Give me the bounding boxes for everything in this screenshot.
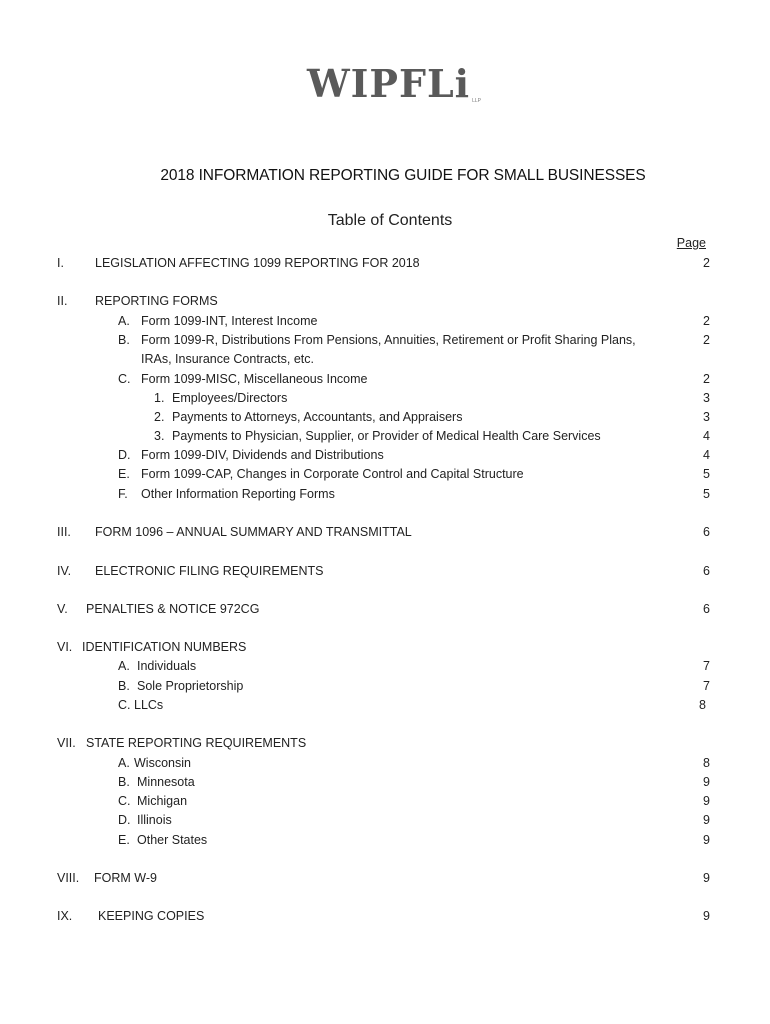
toc-entry-number: 2. xyxy=(154,410,165,424)
toc-entry-subsection xyxy=(0,485,770,503)
toc-entry-section-9 xyxy=(0,907,770,925)
toc-entry-title: Individuals xyxy=(137,659,197,673)
toc-entry-subsection xyxy=(0,792,770,810)
toc-entry-section-8 xyxy=(0,869,770,887)
toc-entry-title: ELECTRONIC FILING REQUIREMENTS xyxy=(95,564,324,578)
toc-entry-section-3 xyxy=(0,523,770,541)
toc-entry-title: Other Information Reporting Forms xyxy=(141,487,335,501)
toc-entry-page: 6 xyxy=(703,564,710,578)
toc-entry-page: 9 xyxy=(703,909,710,923)
toc-entry-item xyxy=(0,427,770,445)
toc-entry-section-2 xyxy=(0,292,770,310)
toc-entry-page: 9 xyxy=(703,833,710,847)
toc-entry-title: Illinois xyxy=(137,813,172,827)
toc-heading: Table of Contents xyxy=(327,212,453,229)
toc-entry-title: IRAs, Insurance Contracts, etc. xyxy=(141,352,314,366)
toc-entry-subsection xyxy=(0,331,770,349)
toc-entry-title: PENALTIES & NOTICE 972CG xyxy=(86,602,260,616)
toc-entry-number: B. xyxy=(118,679,130,693)
toc-entry-page: 2 xyxy=(703,314,710,328)
toc-entry-number: VI. xyxy=(57,640,73,654)
toc-entry-subsection xyxy=(0,657,770,675)
toc-entry-title: LLCs xyxy=(134,698,164,712)
toc-entry-title: Form 1099-INT, Interest Income xyxy=(141,314,318,328)
toc-entry-subsection xyxy=(0,811,770,829)
toc-entry-section-4 xyxy=(0,562,770,580)
toc-entry-page: 4 xyxy=(703,448,710,462)
toc-entry-title: Form 1099-R, Distributions From Pensions, Annuities, Retirement or Profit Sharing Plans, xyxy=(141,333,636,347)
toc-entry-item xyxy=(0,408,770,426)
toc-entry-page: 8 xyxy=(699,698,706,712)
toc-entry-page: 2 xyxy=(703,333,710,347)
toc-entry-number: D. xyxy=(118,813,131,827)
toc-entry-title: REPORTING FORMS xyxy=(95,294,218,308)
toc-entry-number: III. xyxy=(57,525,71,539)
toc-entry-title: KEEPING COPIES xyxy=(98,909,205,923)
toc-entry-title: Payments to Physician, Supplier, or Provider of Medical Health Care Services xyxy=(172,429,601,443)
toc-entry-number: B. xyxy=(118,333,130,347)
toc-entry-page: 2 xyxy=(703,256,710,270)
document-title: 2018 INFORMATION REPORTING GUIDE FOR SMALL BUSINESSES xyxy=(160,167,646,184)
toc-entry-section-7 xyxy=(0,734,770,752)
toc-entry-number: C. xyxy=(118,794,131,808)
toc-entry-page: 2 xyxy=(703,372,710,386)
toc-entry-page: 5 xyxy=(703,467,710,481)
toc-entry-number: C. xyxy=(118,698,131,712)
toc-entry-title: Wisconsin xyxy=(134,756,191,770)
toc-entry-continuation xyxy=(0,350,770,368)
toc-entry-subsection xyxy=(0,677,770,695)
toc-entry-title: Payments to Attorneys, Accountants, and Appraisers xyxy=(172,410,463,424)
toc-entry-section-6 xyxy=(0,638,770,656)
toc-entry-page: 6 xyxy=(703,525,710,539)
toc-entry-number: VIII. xyxy=(57,871,80,885)
toc-entry-number: IX. xyxy=(57,909,73,923)
logo-llp-suffix: LLP xyxy=(472,98,482,104)
toc-entry-number: A. xyxy=(118,659,130,673)
toc-entry-page: 8 xyxy=(703,756,710,770)
toc-entry-number: E. xyxy=(118,467,130,481)
toc-entry-title: LEGISLATION AFFECTING 1099 REPORTING FOR 2018 xyxy=(95,256,420,270)
toc-entry-page: 7 xyxy=(703,659,710,673)
toc-entry-number: II. xyxy=(57,294,68,308)
toc-entry-number: V. xyxy=(57,602,68,616)
toc-entry-title: Sole Proprietorship xyxy=(137,679,244,693)
toc-entry-page: 7 xyxy=(703,679,710,693)
toc-entry-subsection xyxy=(0,773,770,791)
toc-entry-title: Employees/Directors xyxy=(172,391,288,405)
toc-entry-page: 9 xyxy=(703,813,710,827)
toc-entry-subsection xyxy=(0,446,770,464)
toc-entry-page: 3 xyxy=(703,410,710,424)
toc-entry-number: I. xyxy=(57,256,64,270)
toc-entry-number: D. xyxy=(118,448,131,462)
logo-wordmark: WIPFLi xyxy=(306,61,471,106)
toc-entry-title: IDENTIFICATION NUMBERS xyxy=(82,640,247,654)
toc-entry-page: 6 xyxy=(703,602,710,616)
toc-entry-number: A. xyxy=(118,314,130,328)
toc-entry-number: A. xyxy=(118,756,130,770)
toc-entry-title: Other States xyxy=(137,833,208,847)
toc-entry-subsection xyxy=(0,831,770,849)
toc-entry-title: FORM 1096 – ANNUAL SUMMARY AND TRANSMITTAL xyxy=(95,525,412,539)
toc-entry-page: 9 xyxy=(703,775,710,789)
toc-entry-page: 3 xyxy=(703,391,710,405)
toc-entry-item xyxy=(0,389,770,407)
toc-entry-section-5 xyxy=(0,600,770,618)
toc-entry-page: 9 xyxy=(703,794,710,808)
toc-entry-number: 1. xyxy=(154,391,165,405)
toc-entry-title: Michigan xyxy=(137,794,188,808)
toc-entry-subsection xyxy=(0,696,770,714)
toc-entry-number: IV. xyxy=(57,564,72,578)
toc-entry-title: FORM W-9 xyxy=(94,871,157,885)
toc-entry-page: 4 xyxy=(703,429,710,443)
toc-entry-title: Form 1099-MISC, Miscellaneous Income xyxy=(141,372,368,386)
toc-entry-number: E. xyxy=(118,833,130,847)
toc-entry-subsection xyxy=(0,754,770,772)
toc-entry-title: Form 1099-DIV, Dividends and Distributions xyxy=(141,448,384,462)
toc-entry-section-1 xyxy=(0,254,770,272)
toc-entry-page: 9 xyxy=(703,871,710,885)
toc-entry-number: 3. xyxy=(154,429,165,443)
toc-entry-number: F. xyxy=(118,487,128,501)
toc-entry-title: STATE REPORTING REQUIREMENTS xyxy=(86,736,307,750)
toc-entry-title: Minnesota xyxy=(137,775,195,789)
toc-entry-number: C. xyxy=(118,372,131,386)
toc-entry-number: VII. xyxy=(57,736,76,750)
toc-entry-title: Form 1099-CAP, Changes in Corporate Control and Capital Structure xyxy=(141,467,524,481)
toc-entry-subsection xyxy=(0,465,770,483)
page-column-header: Page xyxy=(676,236,706,250)
toc-entry-number: B. xyxy=(118,775,130,789)
toc-entry-subsection xyxy=(0,370,770,388)
toc-entry-subsection xyxy=(0,312,770,330)
toc-entry-page: 5 xyxy=(703,487,710,501)
wipfli-logo xyxy=(0,62,770,106)
